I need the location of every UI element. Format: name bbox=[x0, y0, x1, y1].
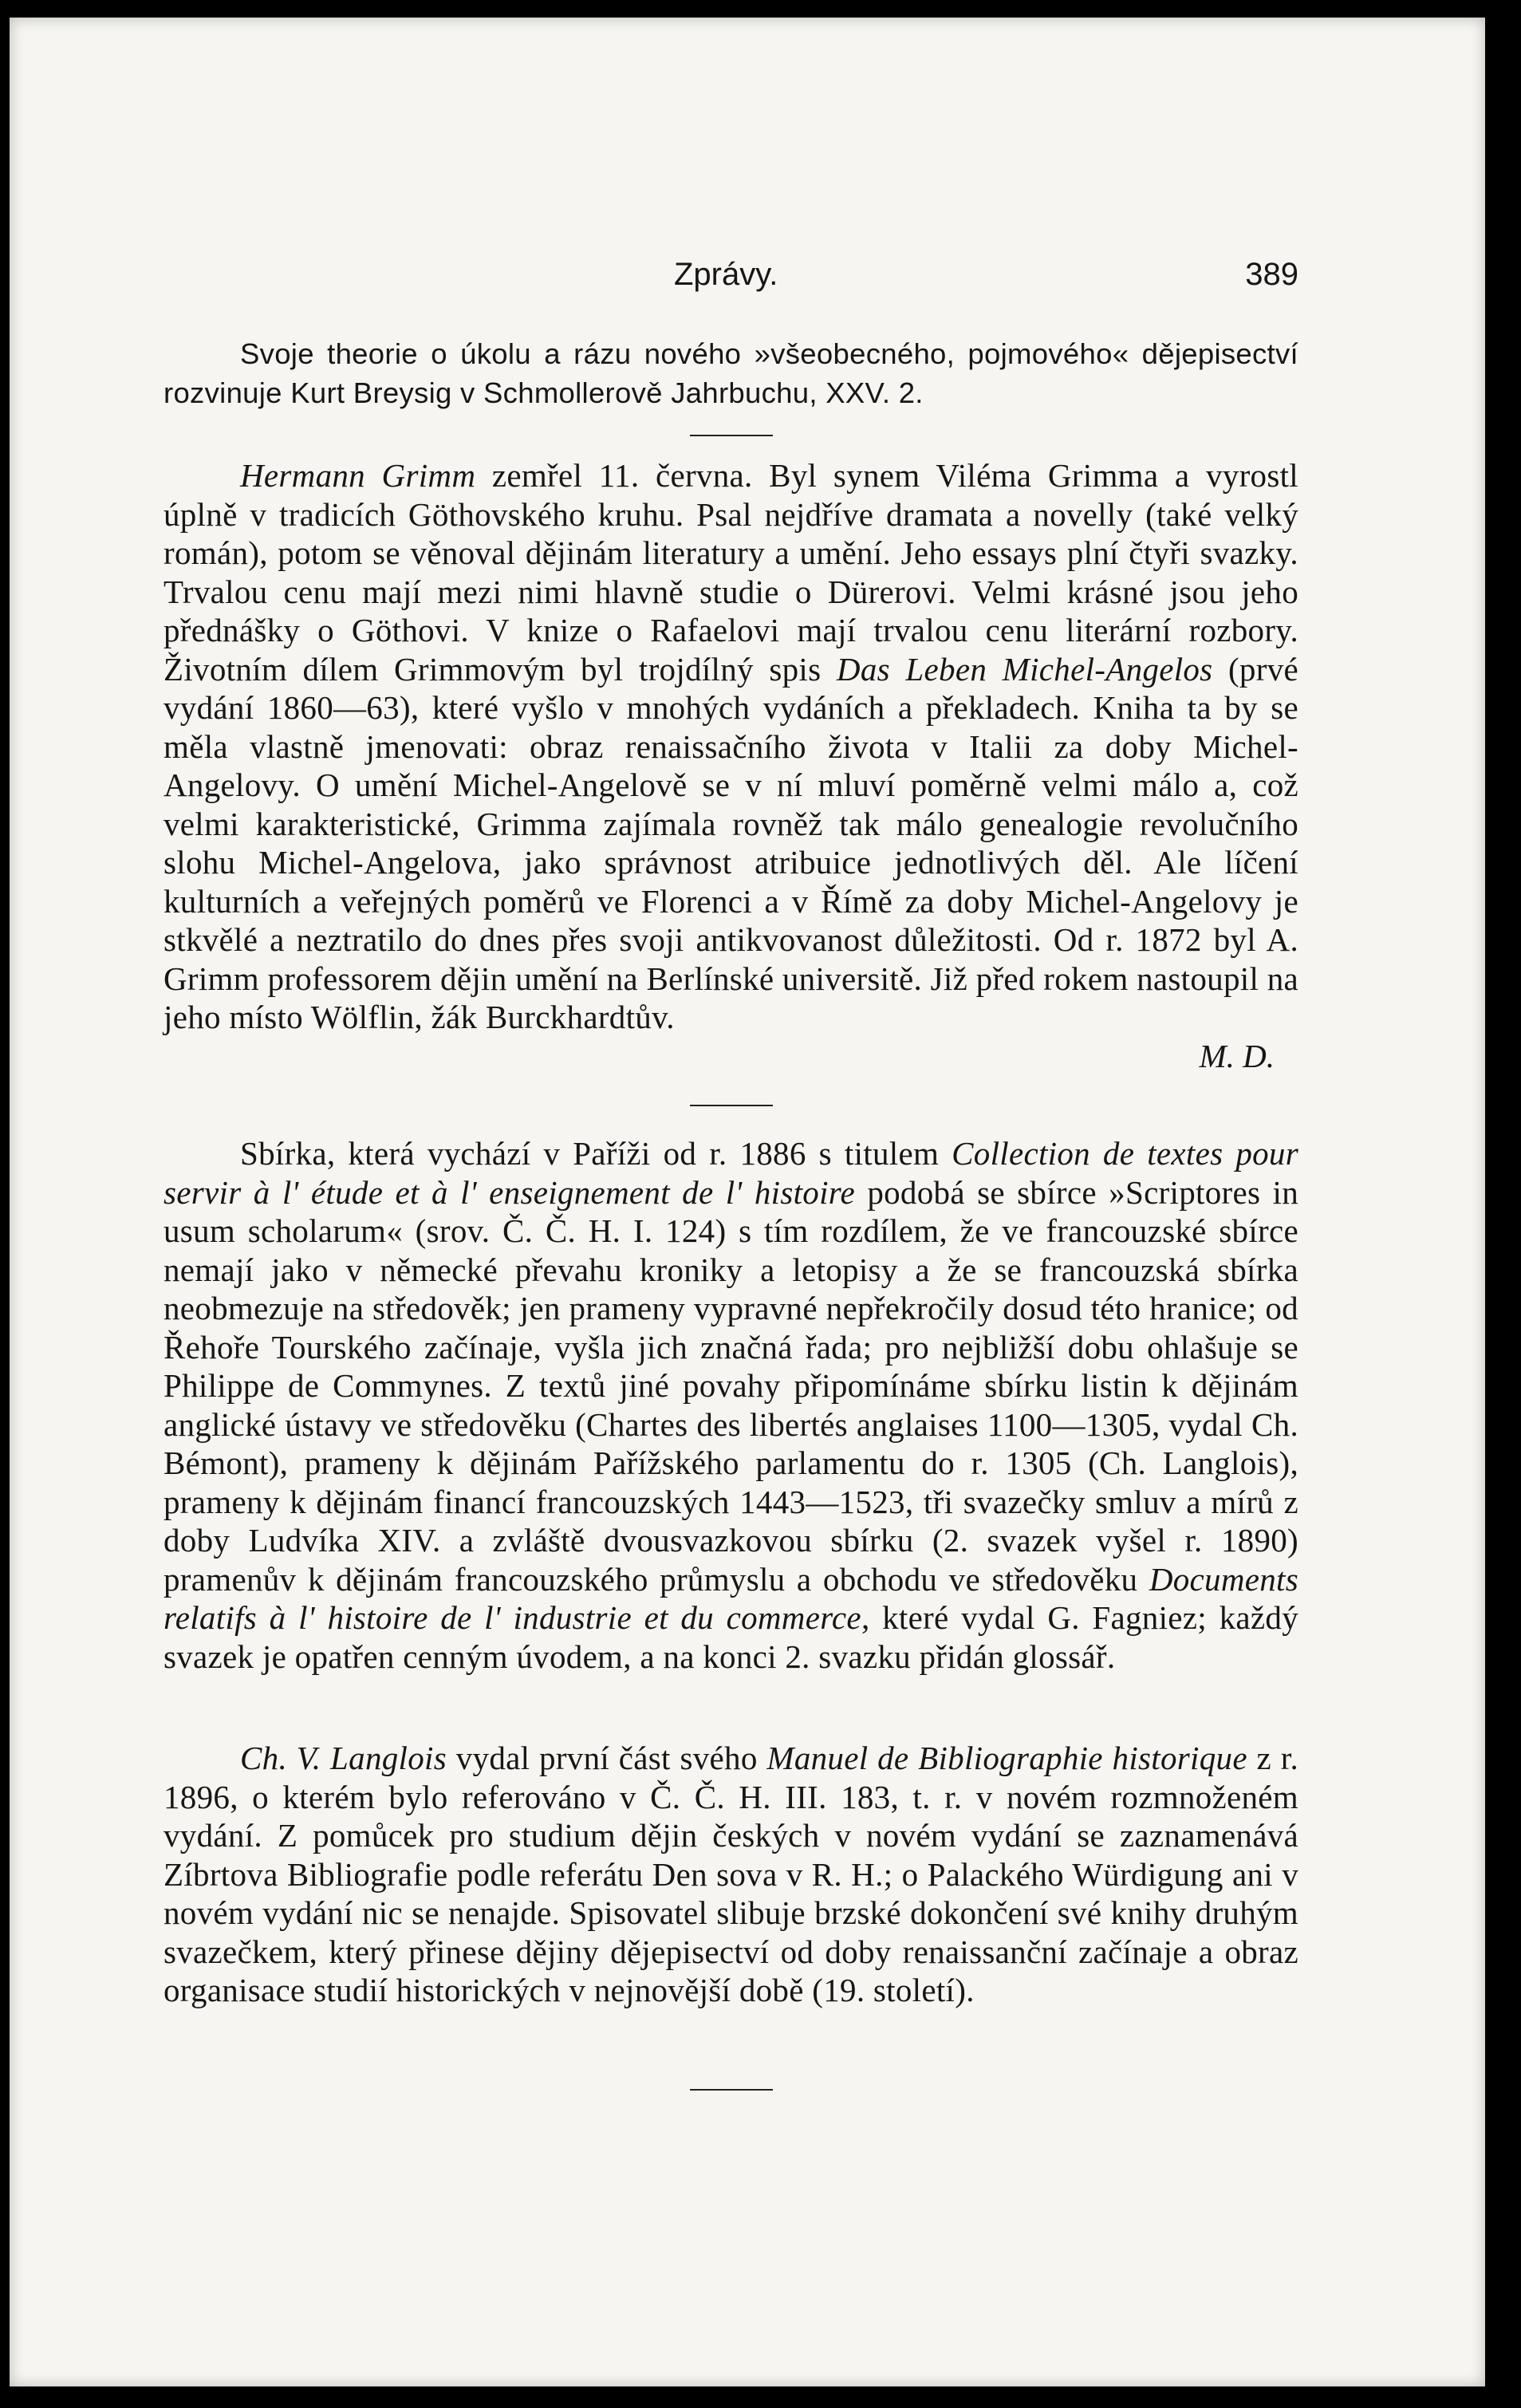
paragraph bbox=[164, 1134, 1298, 1676]
signature: M. D. bbox=[1199, 1037, 1275, 1074]
paragraph-text: podobá se sbírce »Scriptores in usum scholarum« (srov. Č. Č. H. I. 124) s tím rozdílem, že ve francouzské sbírce nemají jako v německé převahu kroniky a letopisy a že se francouzská sbírka neobmezuje na středověk; jen prameny vypravné nepřekročily dosud této hranice; od Řehoře Tourského začínaje, vyšla jich značná řada; pro nejbližší dobu ohlašuje se Philippe de Commynes. Z textů jiné povahy připomínáme sbírku listin k dějinám anglické ústavy ve středověku (Chartes des libertés anglaises 1100—1305, vydal Ch. Bémont), prameny k dějinám Pařížského parlamentu do r. 1305 (Ch. Langlois), prameny k dějinám financí francouzských 1443—1523, tři svazečky smluv a mírů z doby Ludvíka XIV. a zvláště dvousvazkovou sbírku (2. svazek vyšel r. 1890) pramenův k dějinám francouzského průmyslu a obchodu ve středověku bbox=[164, 1173, 1298, 1598]
paragraph-text: zemřel 11. června. Byl synem Viléma Grimma a vyrostl úplně v tradicích Göthovského kruhu. Psal nejdříve dramata a novelly (také velký román), potom se věnoval dějinám literatury a umění. Jeho essays plní čtyři svazky. Trvalou cenu mají mezi nimi hlavně studie o Dürerovi. Velmi krásné jsou jeho přednášky o Göthovi. V knize o Rafaelovi mají trvalou cenu literární rozbory. Životním dílem Grimmovým byl trojdílný spis bbox=[164, 457, 1298, 688]
paragraph bbox=[164, 1739, 1298, 2010]
paragraph-text: z r. 1896, o kterém bylo referováno v Č. Č. H. III. 183, t. r. v novém rozmnoženém vydání. Z pomůcek pro studium dějin českých v novém vydání se zaznamenává Zíbrtova Bibliografie podle referátu Den sova v R. H.; o Palackého Würdigung ani v novém vydání nic se nenajde. Spisovatel slibuje brzské dokončení své knihy druhým svazečkem, který přinese dějiny dějepisectví od doby renaissanční začínaje a obraz organisace studií historických v nejnovější době (19. století). bbox=[164, 1740, 1299, 2008]
page-number: 389 bbox=[1245, 257, 1298, 292]
news-item-breysig bbox=[164, 335, 1298, 412]
book-page bbox=[10, 18, 1485, 2386]
news-item-grimm bbox=[164, 456, 1298, 1075]
book-title: Manuel de Bibliographie historique bbox=[766, 1740, 1247, 1776]
section-divider bbox=[690, 2089, 773, 2091]
paragraph-text: (prvé vydání 1860—63), které vyšlo v mnohých vydáních a překladech. Kniha ta by se měla vlastně jmenovati: obraz renaissačního života v Italii za doby Michel-Angelovy. O umění Michel-Angelově se v ní mluví poměrně velmi málo a, což velmi karakteristické, Grimma zajímala rovněž tak málo genealogie revolučního slohu Michel-Angelova, jako správnost atribuice jednotlivých děl. Ale líčení kulturních a veřejných poměrů ve Florenci a v Římě za doby Michel-Angelovy je stkvělé a neztratilo do dnes přes svoji antikvovanost důležitosti. Od r. 1872 byl A. Grimm professorem dějin umění na Berlínské universitě. Již před rokem nastoupil na jeho místo Wölflin, žák Burckhardtův. bbox=[164, 650, 1298, 1035]
person-name: Hermann Grimm bbox=[240, 457, 476, 494]
news-item-langlois bbox=[164, 1739, 1298, 2010]
person-name: Ch. V. Langlois bbox=[240, 1740, 447, 1776]
paragraph-text: , které vydal G. Fagniez; každý svazek je opatřen cenným úvodem, a na konci 2. svazku přidán glossář. bbox=[164, 1599, 1298, 1675]
running-header bbox=[164, 257, 1298, 305]
paragraph-text: Sbírka, která vychází v Paříži od r. 1886 s titulem bbox=[240, 1135, 952, 1172]
section-divider bbox=[690, 435, 773, 436]
section-divider bbox=[690, 1105, 773, 1106]
paragraph-text: vydal první část svého bbox=[447, 1740, 767, 1776]
news-item-collection bbox=[164, 1134, 1298, 1676]
series-title: Collection de textes pour servir à l' étude et à l' enseignement de l' histoire bbox=[164, 1135, 1298, 1211]
series-title: Documents relatifs à l' histoire de l' industrie et du commerce bbox=[164, 1560, 1298, 1636]
paragraph bbox=[164, 456, 1298, 1037]
header-title: Zprávy. bbox=[674, 257, 778, 292]
book-title: Das Leben Michel-Angelos bbox=[836, 650, 1213, 688]
paragraph bbox=[164, 335, 1298, 412]
paragraph-text: Svoje theorie o úkolu a rázu nového »všeobecného, pojmového« dějepisectví rozvinuje Kurt Breysig v Schmollerově Jahrbuchu, XXV. 2. bbox=[164, 337, 1298, 409]
